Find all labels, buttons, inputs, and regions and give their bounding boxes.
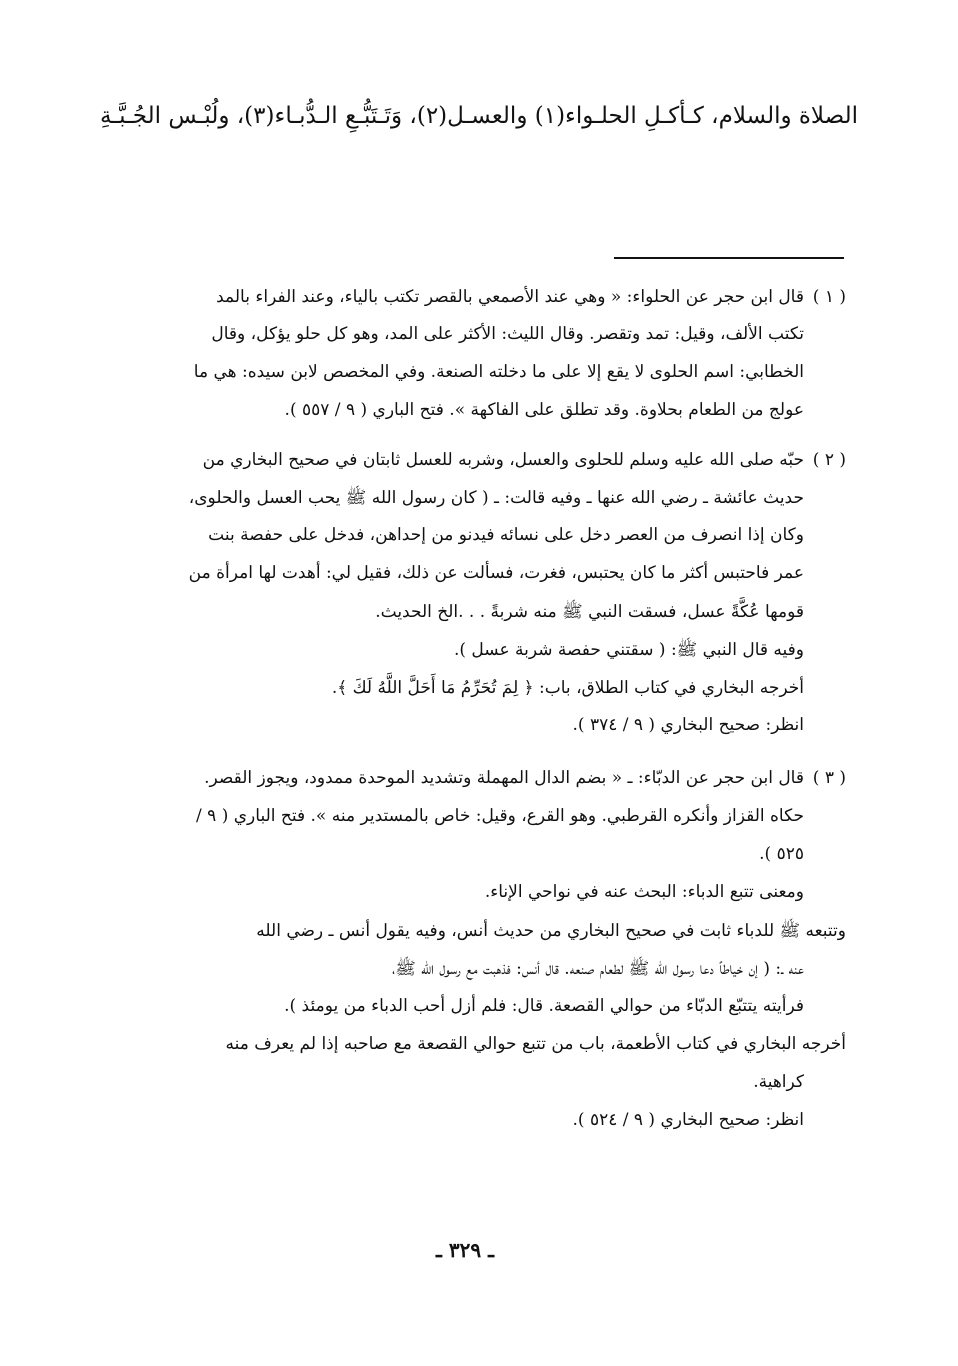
- footnote-line: حديث عائشة ـ رضي الله عنها ـ وفيه قالت: ـ ( كان رسول الله ﷺ يحب العسل والحلوى،: [188, 488, 804, 508]
- footnote-number: ( ٣ ): [812, 768, 846, 788]
- main-text-line: الصلاة والسلام، كـأكـلِ الحلـواء(١) والعسـل(٢)، وَتَـتَبُّـعِ الـدُّبـاء(٣)، ولُبْـس الجُـبَّـةِ: [100, 103, 858, 129]
- footnote-line: وكان إذا انصرف من العصر دخل على نسائه فيدنو من إحداهن، فدخل على حفصة بنت: [208, 525, 804, 545]
- footnote-line: عمر فاحتبس أكثر ما كان يحتبس، فغرت، فسألت عن ذلك، فقيل لي: أهدت لها امرأة من: [188, 563, 804, 583]
- footnote-line: انظر: صحيح البخاري ( ٩ / ٣٧٤ ).: [572, 715, 804, 735]
- footnote-1: [100, 283, 846, 443]
- footnote-line: وفيه قال النبي ﷺ: ( سقتني حفصة شربة عسل ).: [453, 640, 804, 660]
- footnote-line: ومعنى تتبع الدباء: البحث عنه في نواحي الإناء.: [484, 882, 804, 902]
- footnote-line: عولج من الطعام بحلاوة. وقد تطلق على الفاكهة ». فتح الباري ( ٩ / ٥٥٧ ).: [284, 400, 804, 420]
- footnote-line: حكاه القزاز وأنكره القرطبي. وهو القرع، وقيل: خاص بالمستدير منه ». فتح الباري ( ٩ /: [196, 806, 804, 826]
- footnote-separator: [614, 257, 844, 259]
- footnote-line: ٥٢٥ ).: [759, 844, 804, 864]
- footnote-line: فرأيته يتتبّع الدبّاء من حوالي القصعة. قال: فلم أزل أحب الدباء من يومئذ ).: [284, 996, 804, 1016]
- footnote-line: أخرجه البخاري في كتاب الطلاق، باب: ﴿ لِمَ تُحَرِّمُ مَا أَحَلَّ اللَّهُ لَكَ ﴾.: [331, 678, 804, 698]
- footnote-line: انظر: صحيح البخاري ( ٩ / ٥٢٤ ).: [572, 1110, 804, 1130]
- footnote-line: قال ابن حجر عن الدبّاء: ـ « بضم الدال المهملة وتشديد الموحدة ممدود، ويجوز القصر.: [204, 768, 804, 788]
- footnote-line: وتتبعه ﷺ للدباء ثابت في صحيح البخاري من حديث أنس، وفيه يقول أنس ـ رضي الله: [256, 921, 846, 941]
- footnote-2: [100, 444, 846, 764]
- footnote-line: الخطابي: اسم الحلوى لا يقع إلا على ما دخلته الصنعة. وفي المخصص لابن سيده: هي ما: [193, 362, 804, 382]
- footnote-3: [100, 762, 846, 1192]
- page-number: ـ ٣٢٩ ـ: [436, 1238, 494, 1262]
- footnote-line: أخرجه البخاري في كتاب الأطعمة، باب من تتبع حوالي القصعة مع صاحبه إذا لم يعرف منه: [225, 1034, 846, 1054]
- footnote-number: ( ٢ ): [812, 450, 846, 470]
- footnote-line: قومها عُكَّةً عسل، فسقت النبي ﷺ منه شربةً . . .الخ الحديث.: [375, 602, 804, 622]
- footnote-line: عنه ـ: ( إن خياطاً دعا رسول الله ﷺ لطعام صنعه. قال أنس: فذهبت مع رسول الله ﷺ،: [391, 959, 804, 979]
- footnote-line: حبّه صلى الله عليه وسلم للحلوى والعسل، وشربه للعسل ثابتان في صحيح البخاري من: [202, 450, 804, 470]
- footnote-line: قال ابن حجر عن الحلواء: « وهي عند الأصمعي بالقصر تكتب بالياء، وعند الفراء بالمد: [216, 287, 804, 307]
- footnote-line: كراهية.: [753, 1072, 804, 1092]
- footnote-line: تكتب الألف، وقيل: تمد وتقصر. وقال الليث: الأكثر على المد، وهو كل حلو يؤكل، وقال: [211, 324, 804, 344]
- footnote-number: ( ١ ): [812, 287, 846, 307]
